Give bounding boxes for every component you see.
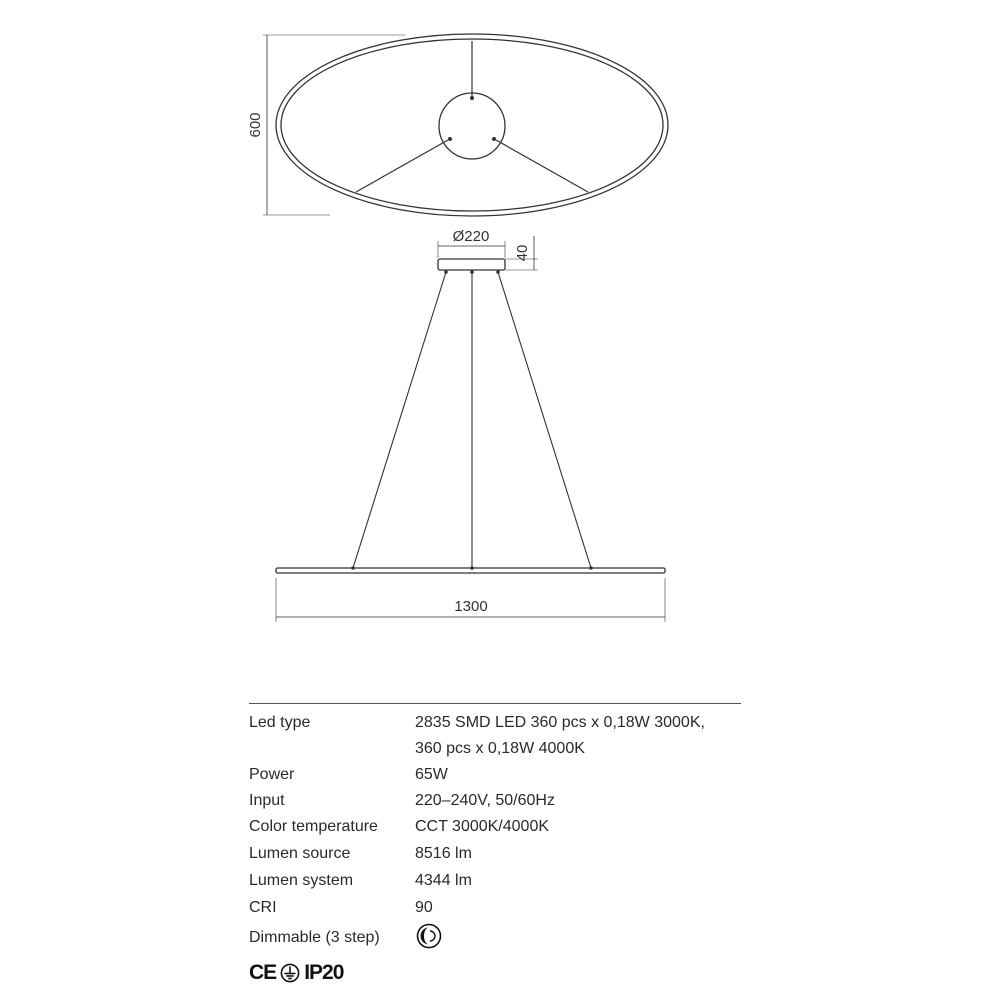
spec-value: 4344 lm: [415, 872, 472, 889]
ip-rating: IP20: [304, 961, 344, 984]
spec-label: Lumen source: [249, 845, 351, 862]
spec-label: Input: [249, 792, 285, 809]
spec-row-lumen-system: [249, 867, 741, 894]
spec-row-input: [249, 788, 741, 814]
cable-right: [498, 272, 591, 568]
spec-label: Color temperature: [249, 818, 378, 835]
spec-value: 2835 SMD LED 360 pcs x 0,18W 3000K,: [415, 714, 705, 731]
spec-value: 65W: [415, 766, 448, 783]
spec-label: Lumen system: [249, 872, 354, 889]
spec-row-power: [249, 762, 741, 788]
earth-ground-icon: [280, 963, 300, 983]
spec-row-lumen-source: [249, 840, 741, 867]
spec-row-led-type: [249, 710, 741, 736]
dim-canopy-height-label: 40: [514, 244, 531, 262]
spec-value: 220–240V, 50/60Hz: [415, 792, 555, 809]
spec-value: CCT 3000K/4000K: [415, 818, 550, 835]
spec-row-color-temperature: [249, 814, 741, 840]
spec-value: 360 pcs x 0,18W 4000K: [415, 740, 585, 757]
dim-width-label: 1300: [454, 598, 488, 615]
spec-value: 90: [415, 899, 433, 916]
dim-canopy-diameter-label: Ø220: [452, 228, 490, 245]
spec-table-rule: [249, 703, 741, 704]
spec-label: Dimmable (3 step): [249, 929, 380, 946]
spec-row-cri: [249, 894, 741, 921]
spoke-right: [496, 140, 588, 192]
spec-label: CRI: [249, 899, 277, 916]
ce-mark: CE: [249, 961, 277, 984]
spec-row-led-type-cont: [249, 736, 741, 762]
spec-label: Led type: [249, 714, 311, 731]
spec-table: [249, 703, 741, 985]
certification-marks: [249, 961, 741, 985]
canopy-side-view: [438, 259, 505, 270]
cable-left: [353, 272, 446, 568]
dimmable-icon: [415, 922, 443, 950]
spec-row-dimmable: [249, 921, 741, 955]
spoke-left: [356, 140, 448, 192]
canopy-top-view: [439, 93, 505, 159]
dim-height-label: 600: [247, 112, 264, 138]
spec-label: Power: [249, 766, 295, 783]
spec-value: 8516 lm: [415, 845, 472, 862]
